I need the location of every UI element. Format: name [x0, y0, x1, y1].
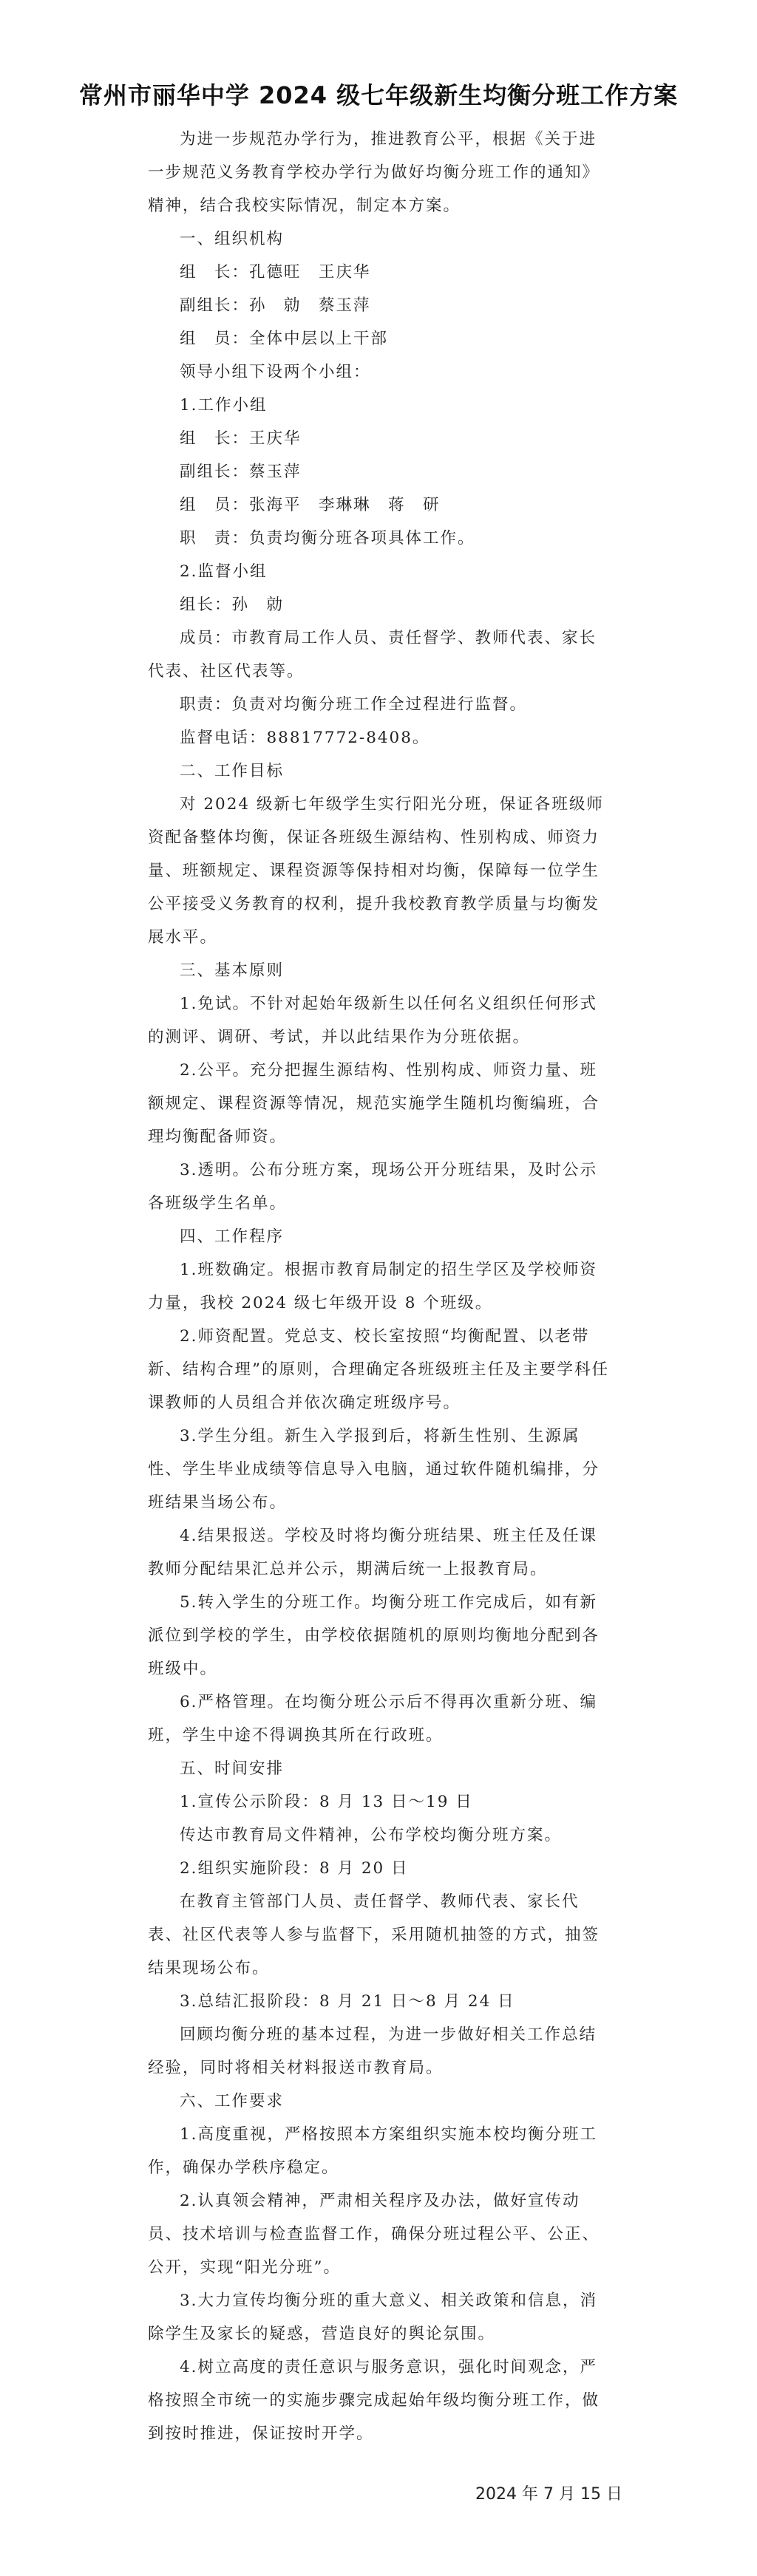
- document-title: 常州市丽华中学 2024 级七年级新生均衡分班工作方案: [78, 81, 679, 109]
- paragraph: 6.严格管理。在均衡分班公示后不得再次重新分班、编班，学生中途不得调换其所在行政班。: [148, 1693, 598, 1745]
- paragraph: 3.大力宣传均衡分班的重大意义、相关政策和信息，消除学生及家长的疑惑，营造良好的舆论氛围。: [148, 2292, 598, 2343]
- paragraph: 三、基本原则: [180, 961, 285, 980]
- paragraph: 一、组织机构: [180, 230, 285, 248]
- paragraph: 监督电话：88817772-8408。: [180, 729, 430, 747]
- paragraph: 1.宣传公示阶段：8 月 13 日～19 日: [180, 1793, 473, 1811]
- paragraph: 传达市教育局文件精神，公布学校均衡分班方案。: [180, 1826, 563, 1844]
- paragraph: 2.师资配置。党总支、校长室按照“均衡配置、以老带新、结构合理”的原则，合理确定各班级班主任及主要学科任课教师的人员组合并依次确定班级序号。: [148, 1327, 609, 1412]
- paragraph: 二、工作目标: [180, 762, 285, 780]
- paragraph: 四、工作程序: [180, 1227, 285, 1246]
- paragraph: 1.工作小组: [180, 396, 268, 415]
- paragraph: 对 2024 级新七年级学生实行阳光分班，保证各班级师资配备整体均衡，保证各班级生源结构、性别构成、师资力量、班额规定、课程资源等保持相对均衡，保障每一位学生公平接受义务教育的权利，提升我校教育教学质量与均衡发展水平。: [148, 795, 604, 947]
- paragraph: 3.总结汇报阶段：8 月 21 日～8 月 24 日: [180, 1992, 515, 2011]
- paragraph: 成员：市教育局工作人员、责任督学、教师代表、家长代表、社区代表等。: [148, 629, 597, 681]
- paragraph: 副组长：孙 勍 蔡玉萍: [180, 296, 371, 315]
- paragraph: 组 员：全体中层以上干部: [180, 330, 389, 348]
- paragraph: 1.免试。不针对起始年级新生以任何名义组织任何形式的测评、调研、考试，并以此结果作为分班依据。: [148, 995, 598, 1046]
- paragraph: 组 长：王庆华: [180, 429, 302, 448]
- paragraph: 2.组织实施阶段：8 月 20 日: [180, 1859, 409, 1878]
- paragraph: 3.透明。公布分班方案，现场公开分班结果，及时公示各班级学生名单。: [148, 1161, 598, 1213]
- paragraph: 五、时间安排: [180, 1759, 285, 1778]
- paragraph: 回顾均衡分班的基本过程，为进一步做好相关工作总结经验，同时将相关材料报送市教育局。: [148, 2025, 597, 2077]
- paragraph: 在教育主管部门人员、责任督学、教师代表、家长代表、社区代表等人参与监督下，采用随机抽签的方式，抽签结果现场公布。: [148, 1892, 600, 1977]
- paragraph: 2.认真领会精神，严肃相关程序及办法，做好宣传动员、技术培训与检查监督工作，确保分班过程公平、公正、公开，实现“阳光分班”。: [148, 2192, 600, 2277]
- paragraph: 职 责：负责均衡分班各项具体工作。: [180, 529, 475, 548]
- paragraph: 2.公平。充分把握生源结构、性别构成、师资力量、班额规定、课程资源等情况，规范实施学生随机均衡编班，合理均衡配备师资。: [148, 1061, 600, 1146]
- paragraph: 职责：负责对均衡分班工作全过程进行监督。: [180, 695, 528, 714]
- paragraph: 为进一步规范办学行为，推进教育公平，根据《关于进一步规范义务教育学校办学行为做好均衡分班工作的通知》精神，结合我校实际情况，制定本方案。: [148, 130, 600, 215]
- paragraph: 2.监督小组: [180, 562, 268, 581]
- paragraph: 组长：孙 勍: [180, 596, 285, 614]
- paragraph: 领导小组下设两个小组：: [180, 363, 371, 381]
- paragraph: 3.学生分组。新生入学报到后，将新生性别、生源属性、学生毕业成绩等信息导入电脑，通过软件随机编排，分班结果当场公布。: [148, 1427, 600, 1512]
- paragraph: 1.高度重视，严格按照本方案组织实施本校均衡分班工作，确保办学秩序稳定。: [148, 2125, 598, 2177]
- paragraph: 组 员：张海平 李琳琳 蒋 研: [180, 496, 441, 514]
- paragraph: 组 长：孔德旺 王庆华: [180, 263, 371, 282]
- paragraph: 4.树立高度的责任意识与服务意识，强化时间观念，严格按照全市统一的实施步骤完成起始年级均衡分班工作，做到按时推进，保证按时开学。: [148, 2358, 600, 2443]
- paragraph: 1.班数确定。根据市教育局制定的招生学区及学校师资力量，我校 2024 级七年级开设 8 个班级。: [148, 1261, 598, 1312]
- document-date: 2024 年 7 月 15 日: [475, 2485, 622, 2504]
- paragraph: 5.转入学生的分班工作。均衡分班工作完成后，如有新派位到学校的学生，由学校依据随机的原则均衡地分配到各班级中。: [148, 1593, 600, 1678]
- paragraph: 六、工作要求: [180, 2092, 285, 2110]
- paragraph: 4.结果报送。学校及时将均衡分班结果、班主任及任课教师分配结果汇总并公示，期满后统一上报教育局。: [148, 1527, 598, 1578]
- paragraph: 副组长：蔡玉萍: [180, 463, 302, 481]
- document-body: [148, 123, 614, 2450]
